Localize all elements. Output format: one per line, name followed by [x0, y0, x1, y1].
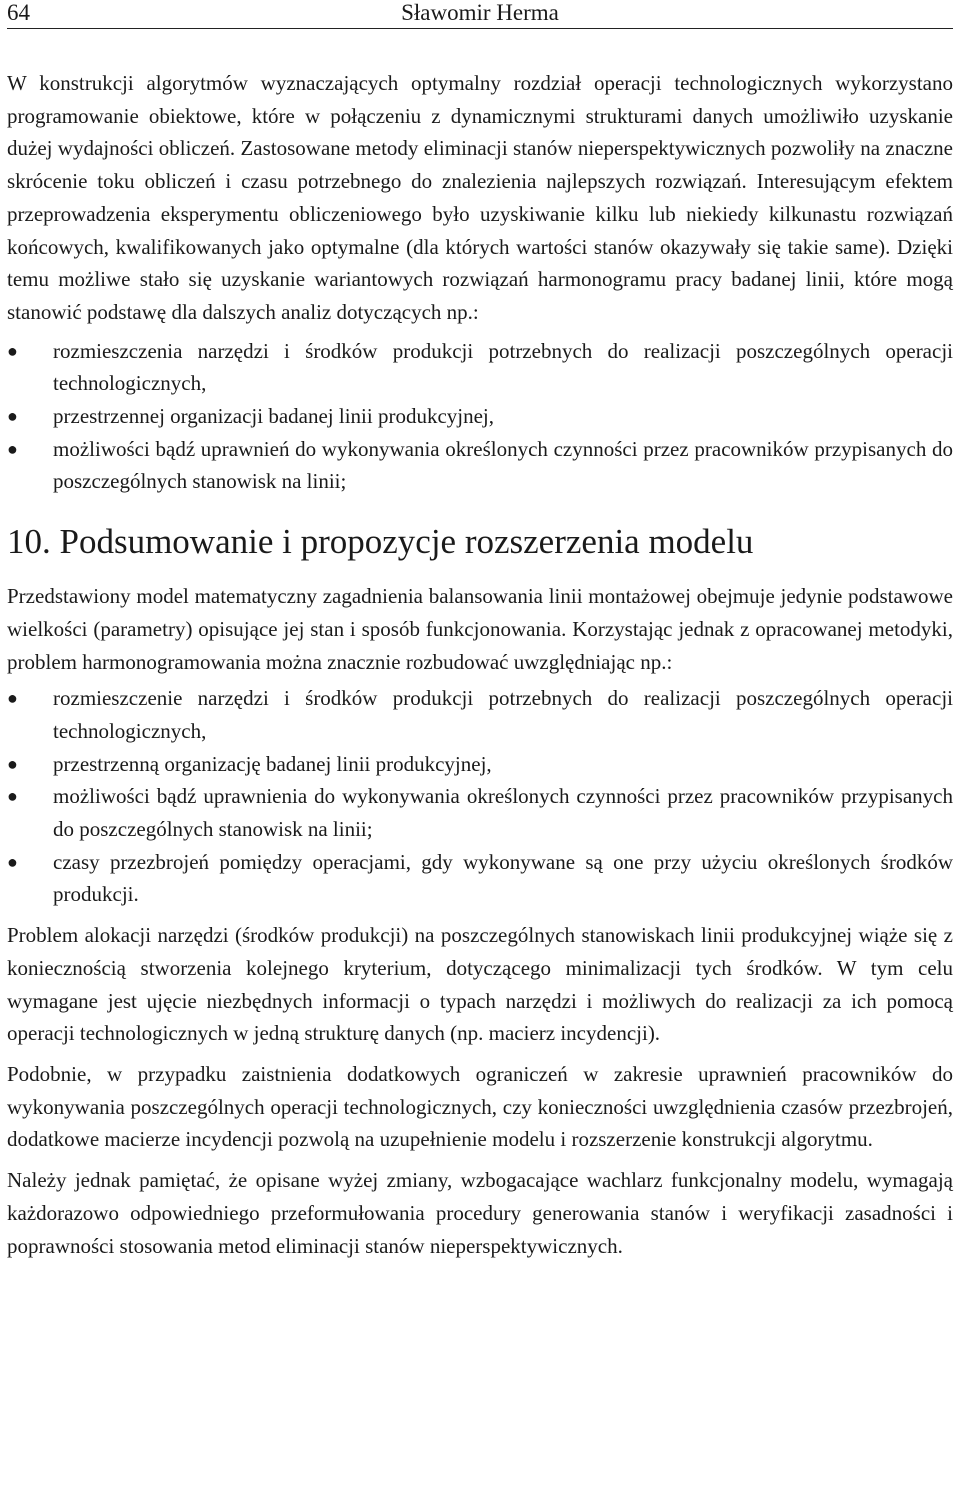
running-title: Sławomir Herma [401, 0, 559, 25]
list-item [7, 433, 953, 498]
page [7, 0, 953, 1262]
bullet-icon: ● [7, 438, 18, 459]
list-item [7, 748, 953, 781]
paragraph-model: Przedstawiony model matematyczny zagadnienia balansowania linii montażowej obejmuje jedynie podstawowe wielkości (parametry) opisujące jej stan i sposób funkcjonowania. Korzystając jednak z opracowanej metodyki, problem harmonogramowania można znacznie rozbudować uwzględniając np.: [7, 584, 953, 674]
bullet-icon: ● [7, 753, 18, 774]
bullet-icon: ● [7, 406, 18, 427]
page-header [7, 0, 953, 29]
paragraph-conclusion: Należy jednak pamiętać, że opisane wyżej zmiany, wzbogacające wachlarz funkcjonalny modelu, wymagają każdorazowo odpowiedniego przeformułowania procedury generowania stanów i weryfikacji zasadności i poprawności stosowania metod eliminacji stanów nieperspektywicznych. [7, 1168, 953, 1258]
paragraph-tool-allocation: Problem alokacji narzędzi (środków produkcji) na poszczególnych stanowiskach linii produkcyjnej wiąże się z koniecznością stworzenia kolejnego kryterium, dotyczącego minimalizacji tych środków. W tym celu wymagane jest ujęcie niezbędnych informacji o typach narzędzi i możliwych do realizacji za ich pomocą operacji technologicznych w jedną strukturę danych (np. macierz incydencji). [7, 923, 953, 1046]
list-item [7, 682, 953, 747]
list-item [7, 846, 953, 911]
list-item-text: przestrzenną organizację badanej linii produkcyjnej, [53, 751, 492, 776]
bullet-list-extensions [7, 682, 953, 911]
paragraph-intro: W konstrukcji algorytmów wyznaczających optymalny rozdział operacji technologicznych wykorzystano programowanie obiektowe, które w połączeniu z dynamicznymi strukturami danych umożliwiło uzyskanie dużej wydajności obliczeń. Zastosowane metody eliminacji stanów nieperspektywicznych pozwoliły na znaczne skrócenie toku obliczeń i czasu potrzebnego do znalezienia najlepszych rozwiązań. Interesującym efektem przeprowadzenia eksperymentu obliczeniowego było uzyskiwanie kilku lub niekiedy kilkunastu rozwiązań końcowych, kwalifikowanych jako optymalne (dla których wartości stanów okazywały się takie same). Dzięki temu możliwe stało się uzyskanie wariantowych rozwiązań harmonogramu pracy badanej linii, które mogą stanowić podstawę dla dalszych analiz dotyczących np.: [7, 71, 953, 324]
list-item-text: czasy przezbrojeń pomiędzy operacjami, gdy wykonywane są one przy użyciu określonych środków produkcji. [53, 849, 953, 907]
list-item-text: możliwości bądź uprawnienia do wykonywania określonych czynności przez pracowników przypisanych do poszczególnych stanowisk na linii; [53, 784, 953, 842]
list-item [7, 400, 953, 433]
bullet-list-analyses [7, 335, 953, 499]
list-item [7, 335, 953, 400]
bullet-icon: ● [7, 851, 18, 872]
list-item-text: przestrzennej organizacji badanej linii produkcyjnej, [53, 404, 495, 429]
list-item-text: rozmieszczenia narzędzi i środków produkcji potrzebnych do realizacji poszczególnych operacji technologicznych, [53, 338, 953, 396]
bullet-icon: ● [7, 688, 18, 709]
bullet-icon: ● [7, 786, 18, 807]
section-heading: 10. Podsumowanie i propozycje rozszerzenia modelu [7, 522, 754, 562]
bullet-icon: ● [7, 340, 18, 361]
list-item-text: rozmieszczenie narzędzi i środków produkcji potrzebnych do realizacji poszczególnych operacji technologicznych, [53, 686, 953, 743]
page-number: 64 [7, 0, 30, 25]
list-item-text: możliwości bądź uprawnień do wykonywania określonych czynności przez pracowników przypisanych do poszczególnych stanowisk na linii; [53, 436, 953, 494]
list-item [7, 780, 953, 845]
paragraph-constraints: Podobnie, w przypadku zaistnienia dodatkowych ograniczeń w zakresie uprawnień pracowników do wykonywania poszczególnych operacji technologicznych, czy konieczności uwzględnienia czasów przezbrojeń, dodatkowe macierze incydencji pozwolą na uzupełnienie modelu i rozszerzenie konstrukcji algorytmu. [7, 1061, 953, 1152]
